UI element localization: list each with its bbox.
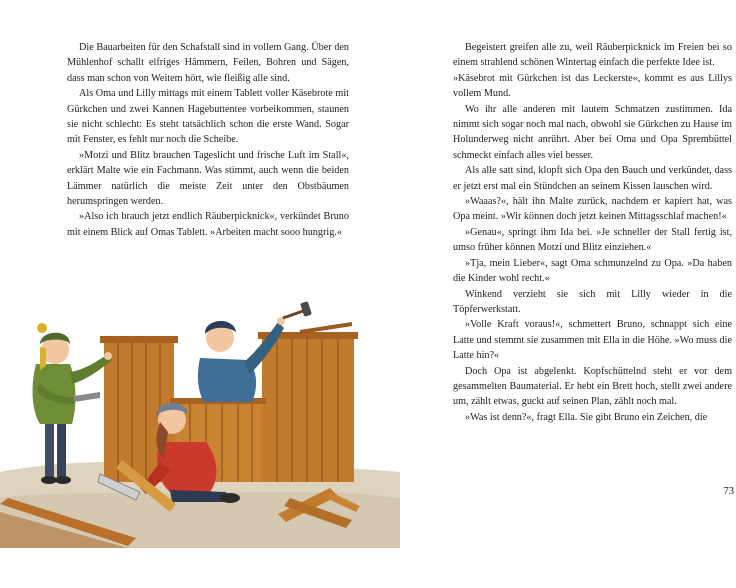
child-with-drill bbox=[33, 323, 112, 484]
right-page-text bbox=[453, 40, 732, 425]
paragraph: Als alle satt sind, klopft sich Opa den Bauch und verkündet, dass er jetzt erst mal ein Stündchen an seinem Kissen lauschen wird. bbox=[453, 165, 732, 192]
right-page bbox=[420, 0, 736, 588]
stable-construction-illustration bbox=[0, 292, 400, 548]
paragraph: »Was ist denn?«, fragt Ella. Sie gibt Bruno ein Zeichen, die bbox=[465, 411, 708, 423]
left-page-text bbox=[67, 40, 349, 240]
page-number: 73 bbox=[723, 486, 734, 497]
paragraph: »Tja, mein Lieber«, sagt Oma schmunzelnd zu Opa. »Da haben die Kinder wohl recht.« bbox=[453, 257, 732, 285]
top-beam-left bbox=[100, 336, 178, 343]
paragraph: Als Oma und Lilly mittags mit einem Tablett voller Käsebrote mit Gürkchen und zwei Kannen Hagebuttentee vorbeikommen, staunen sie nicht schlecht: Es steht tatsächlich schon die erste Wand. Sogar mit Fenster, es fehlt nur noch die Scheibe. bbox=[67, 88, 349, 146]
paragraph: »Volle Kraft voraus!«, schmettert Bruno, schnappt sich eine Latte und stemmt sie zusammen mit Ella in die Höhe. »Wo muss die Latte hin?« bbox=[453, 319, 733, 362]
paragraph: Begeistert greifen alle zu, weil Räuberpicknick im Freien bei so einem strahlend schönen Wintertag einfach die perfekte Idee ist. bbox=[453, 42, 732, 69]
roof-beam bbox=[300, 324, 352, 332]
paragraph: Die Bauarbeiten für den Schafstall sind in vollem Gang. Über den Mühlenhof schallt eifriges Hämmern, Feilen, Bohren und Sägen, dass man schon von Weitem hört, wie fleißig alle sind. bbox=[67, 42, 349, 84]
wall-right-section bbox=[262, 336, 354, 482]
paragraph: »Waaas?«, hält ihn Malte zurück, nachdem er kapiert hat, was Opa meint. »Wir können doch jetzt keinen Mittagsschlaf machen!« bbox=[453, 196, 732, 223]
paragraph: »Genau«, springt ihm Ida bei. »Je schneller der Stall fertig ist, umso früher können Motzi und Blitz einziehen.« bbox=[453, 226, 732, 254]
paragraph: Doch Opa ist abgelenkt. Kopfschüttelnd steht er vor dem gesammelten Baumaterial. Er hebt ein Brett hoch, stellt zwei andere um, zählt etwas, guckt auf seinen Plan, zählt noch mal. bbox=[453, 365, 732, 408]
paragraph: Wo ihr alle anderen mit lautem Schmatzen zustimmen. Ida nimmt sich sogar noch mal nach, obwohl sie Gürkchen zu Hause im Holunderweg nicht anrührt. Aber bei Oma und Opa Sprembüttel schmeckt einfach alles viel besser. bbox=[453, 103, 732, 161]
paragraph: »Also ich brauch jetzt endlich Räuberpicknick«, verkündet Bruno mit einem Blick auf Omas Tablett. »Arbeiten macht sooo hungrig.« bbox=[67, 211, 349, 238]
paragraph: »Käsebrot mit Gürkchen ist das Leckerste«, kommt es aus Lillys vollem Mund. bbox=[453, 72, 732, 100]
paragraph: Winkend verzieht sie sich mit Lilly wieder in die Töpferwerkstatt. bbox=[453, 288, 732, 315]
paragraph: »Motzi und Blitz brauchen Tageslicht und frische Luft im Stall«, erklärt Malte wie ein Fachmann. Was stimmt, auch wenn die beiden Lämmer natürlich die meiste Zeit unter den Obstbäumen herumspringen werden. bbox=[67, 149, 349, 208]
